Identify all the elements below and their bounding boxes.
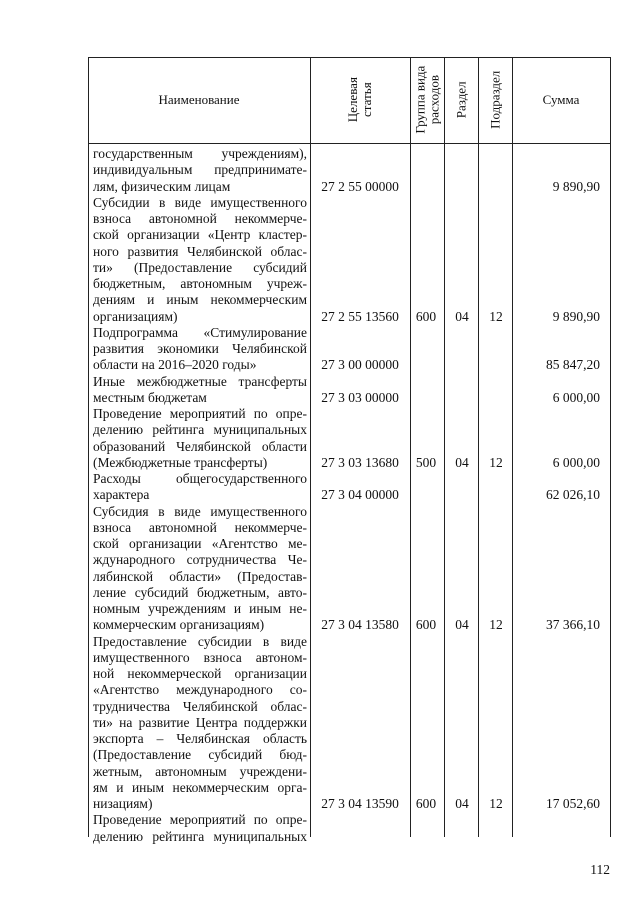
header-group-label <box>413 66 440 134</box>
row-code: 27 3 03 13680 <box>321 454 399 470</box>
row-section: 04 <box>455 454 469 470</box>
row-name-line: Подпрограмма «Стимулирование <box>93 324 307 340</box>
table-row <box>88 325 611 374</box>
row-code: 27 3 00 00000 <box>321 357 399 373</box>
row-subsection: 12 <box>489 617 503 633</box>
row-subsection: 12 <box>489 796 503 811</box>
header-section <box>444 57 478 143</box>
row-name-line: Предоставление субсидии в виде <box>93 633 307 649</box>
row-name-line: экспорта – Челябинская область <box>93 731 307 746</box>
row-name-line: ждународного сотрудничества Че- <box>93 552 307 568</box>
row-name-line: области на 2016–2020 годы» <box>93 357 257 373</box>
row-code: 27 2 55 13560 <box>321 308 399 324</box>
row-name <box>93 325 307 374</box>
header-section-label: Раздел <box>453 81 469 119</box>
row-name-line: Проведение мероприятий по опре- <box>93 812 307 828</box>
header-subsection <box>478 57 512 143</box>
row-name <box>93 504 307 634</box>
header-code-line: статья <box>358 82 374 118</box>
row-name-line: взноса автономной некоммерче- <box>93 519 307 535</box>
row-section: 04 <box>455 308 469 324</box>
row-code: 27 3 04 00000 <box>321 487 399 503</box>
row-group: 600 <box>415 617 437 633</box>
row-name <box>93 634 307 813</box>
header-code <box>310 57 410 143</box>
row-name <box>93 146 307 195</box>
table-row <box>88 471 611 504</box>
table-row <box>88 195 611 325</box>
row-sum: 85 847,20 <box>546 357 600 373</box>
row-sum: 9 890,90 <box>552 308 600 324</box>
row-name-line: ление субсидий бюджетным, авто- <box>93 584 307 600</box>
row-name-line: ской организации «Агентство ме- <box>93 536 307 551</box>
row-name-line: ного развития Челябинской облас- <box>93 243 307 259</box>
row-code: 27 3 04 13590 <box>321 796 399 811</box>
row-name-line: Субсидия в виде имущественного <box>93 503 307 519</box>
row-name-line: «Агентство международного со- <box>93 682 307 698</box>
row-section: 04 <box>455 617 469 633</box>
row-code: 27 2 55 00000 <box>321 178 399 194</box>
row-name-line: (Предоставление субсидий бюд- <box>93 747 307 763</box>
row-name-line: низациям) <box>93 796 153 811</box>
table-row <box>88 504 611 634</box>
row-name-line: (Межбюджетные трансферты) <box>93 454 268 470</box>
row-name <box>93 374 307 407</box>
header-group-line: расходов <box>426 75 442 125</box>
row-name-line: государственным учреждениям), <box>93 146 307 161</box>
row-name <box>93 195 307 325</box>
header-name-label: Наименование <box>158 92 240 107</box>
row-name-line: взноса автономной некоммерче- <box>93 211 307 226</box>
row-name-line: коммерческим организациям) <box>93 617 265 633</box>
header-bottom-border <box>88 143 611 144</box>
row-name-line: делению рейтинга муниципальных <box>93 828 307 844</box>
page-number: 112 <box>590 862 610 877</box>
row-name-line: ям и иным некоммерческим орга- <box>93 779 307 795</box>
header-sum <box>512 57 610 143</box>
row-name <box>93 471 307 504</box>
row-sum: 37 366,10 <box>546 617 600 633</box>
row-name-line: ской организации «Центр кластер- <box>93 227 307 243</box>
row-code: 27 3 04 13580 <box>321 617 399 633</box>
header-sum-label: Сумма <box>542 92 580 107</box>
header-group <box>410 57 444 143</box>
row-name-line: лям, физическим лицам <box>93 178 231 194</box>
row-subsection: 12 <box>489 454 503 470</box>
table-row <box>88 374 611 407</box>
row-section: 04 <box>455 796 469 811</box>
table-row <box>88 406 611 471</box>
row-sum: 6 000,00 <box>552 389 600 405</box>
row-group: 600 <box>415 796 437 811</box>
row-name-line: делению рейтинга муниципальных <box>93 422 307 438</box>
row-name-line: организациям) <box>93 308 178 324</box>
header-name <box>88 57 310 143</box>
table-row <box>88 812 611 845</box>
header-group-line: Группа вида <box>412 66 428 134</box>
row-name-line: имущественного взноса автоном- <box>93 649 307 665</box>
row-name-line: трудничества Челябинской облас- <box>93 698 307 714</box>
table-row <box>88 146 611 195</box>
row-name-line: бюджетным, автономным учреж- <box>93 276 307 291</box>
row-name <box>93 812 307 845</box>
header-subsection-label: Подраздел <box>487 70 503 130</box>
table-row <box>88 634 611 813</box>
row-name-line: ной некоммерческой организации <box>93 666 307 681</box>
row-name-line: номным учреждениям и иным не- <box>93 601 307 616</box>
row-name-line: ти» (Предоставление субсидий <box>93 259 307 275</box>
row-sum: 9 890,90 <box>552 178 600 194</box>
row-subsection: 12 <box>489 308 503 324</box>
row-name-line: лябинской области» (Предостав- <box>93 568 307 584</box>
budget-table <box>88 57 611 844</box>
row-name-line: индивидуальным предпринимате- <box>93 162 307 178</box>
row-name-line: ти» на развитие Центра поддержки <box>93 714 307 730</box>
row-name-line: жетным, автономным учреждени- <box>93 763 307 779</box>
header-code-label <box>346 77 373 122</box>
row-name-line: Проведение мероприятий по опре- <box>93 406 307 421</box>
row-name-line: дениям и иным некоммерческим <box>93 292 307 308</box>
row-name-line: развития экономики Челябинской <box>93 341 307 356</box>
row-name-line: Субсидии в виде имущественного <box>93 194 307 210</box>
header-code-line: Целевая <box>345 77 361 123</box>
row-name-line: образований Челябинской области <box>93 438 307 454</box>
row-name-line: Расходы общегосударственного <box>93 471 307 486</box>
row-name-line: местным бюджетам <box>93 389 207 405</box>
row-sum: 17 052,60 <box>546 796 600 811</box>
row-sum: 62 026,10 <box>546 487 600 503</box>
row-group: 500 <box>415 454 437 470</box>
row-sum: 6 000,00 <box>552 454 600 470</box>
row-name <box>93 406 307 471</box>
row-name-line: Иные межбюджетные трансферты <box>93 373 307 389</box>
row-code: 27 3 03 00000 <box>321 389 399 405</box>
row-group: 600 <box>415 308 437 324</box>
row-name-line: характера <box>93 487 150 503</box>
